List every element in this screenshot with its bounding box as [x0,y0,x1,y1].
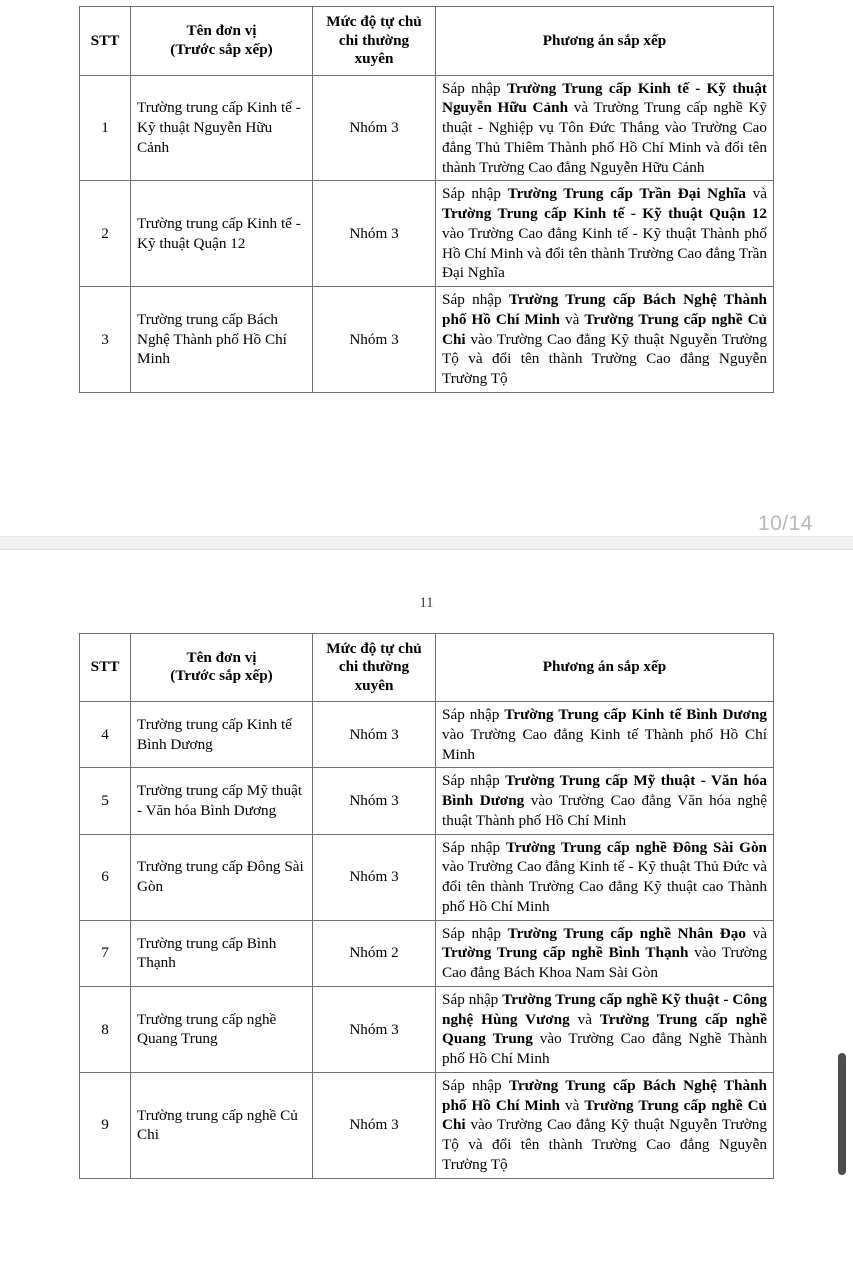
plan-emphasis-text: Trường Trung cấp Kinh tế - Kỹ thuật Quận 12 [442,205,767,223]
column-header-autonomy-line3: xuyên [354,676,394,694]
plan-plain-text: Sáp nhập [442,838,506,856]
plan-plain-text: và [559,1096,585,1114]
table-header-row [80,633,774,702]
plan-plain-text: và [569,1010,600,1028]
plan-plain-text: Sáp nhập [442,291,509,309]
column-header-arrangement-plan: Phương án sắp xếp [436,633,774,702]
plan-plain-text: vào Trường Cao đẳng Văn hóa nghệ thuật Thành phố Hồ Chí Minh [442,792,767,829]
page-separator [0,536,853,550]
arrangement-table-page-11 [79,633,774,1179]
plan-plain-text: vào Trường Cao đẳng Kinh tế - Kỹ thuật Thành phố Hồ Chí Minh và đổi tên thành Trường Cao đẳng Trần Đại Nghĩa [442,224,767,282]
document-page-11 [0,550,853,1179]
column-header-autonomy-line2: chi thường [338,31,410,49]
column-header-unit-name [131,7,313,76]
cell-stt: 9 [80,1072,131,1178]
column-header-autonomy-line2: chi thường [338,658,410,676]
printed-page-number: 11 [419,595,434,611]
table-body-page-10 [80,75,774,392]
cell-arrangement-plan [436,920,774,986]
table-row [80,75,774,181]
plan-plain-text: Sáp nhập [442,706,505,724]
plan-emphasis-text: Trường Trung cấp Bách Nghệ Thành phố Hồ Chí Minh [442,291,767,328]
table-header-row [80,7,774,76]
page-counter-badge: 10/14 [757,512,813,535]
plan-plain-text: vào Trường Cao đẳng Nghề Thành phố Hồ Chí Minh [442,1030,767,1068]
plan-emphasis-text: Trường Trung cấp nghề Đông Sài Gòn [505,838,767,856]
cell-arrangement-plan [436,768,774,834]
plan-emphasis-text: Trường Trung cấp Bách Nghệ Thành phố Hồ Chí Minh [442,1076,767,1114]
cell-stt: 4 [80,702,131,768]
plan-emphasis-text: Trường Trung cấp Mỹ thuật - Văn hóa Bình Dương [442,772,767,810]
column-header-autonomy-line1: Mức độ tự chủ [326,13,422,30]
column-header-autonomy-line3: xuyên [354,50,394,68]
column-header-unit-name-line1: Tên đơn vị [186,648,257,666]
cell-unit-name: Trường trung cấp Bình Thạnh [131,920,313,986]
cell-autonomy-level: Nhóm 3 [313,702,436,768]
plan-emphasis-text: Trường Trung cấp nghề Củ Chi [442,310,768,348]
cell-arrangement-plan [436,1072,774,1178]
cell-arrangement-plan [436,181,774,287]
column-header-unit-name-line2: (Trước sắp xếp) [170,40,273,58]
cell-stt: 1 [80,75,131,181]
vertical-scrollbar-track[interactable] [833,0,853,1280]
plan-emphasis-text: Trường Trung cấp nghề Nhân Đạo [507,924,746,942]
column-header-unit-name [131,633,313,702]
cell-unit-name: Trường trung cấp nghề Quang Trung [131,986,313,1072]
column-header-unit-name-line2: (Trước sắp xếp) [170,667,273,685]
cell-unit-name: Trường trung cấp Mỹ thuật - Văn hóa Bình Dương [131,768,313,834]
cell-autonomy-level: Nhóm 3 [313,181,436,287]
table-row [80,920,774,986]
table-row [80,181,774,287]
column-header-autonomy-line1: Mức độ tự chủ [326,639,422,657]
plan-plain-text: Sáp nhập [442,185,508,203]
cell-arrangement-plan [436,986,774,1072]
table-row [80,1072,774,1178]
cell-stt: 7 [80,920,131,986]
cell-arrangement-plan [436,702,774,768]
plan-plain-text: Sáp nhập [442,924,508,942]
cell-unit-name: Trường trung cấp Kinh tế - Kỹ thuật Nguyễn Hữu Cảnh [131,75,313,181]
cell-arrangement-plan [436,287,774,393]
table-row [80,287,774,393]
plan-emphasis-text: Trường Trung cấp nghề Kỹ thuật - Công nghệ Hùng Vương [442,990,767,1028]
cell-autonomy-level: Nhóm 3 [313,1072,436,1178]
table-body-page-11 [80,702,774,1179]
plan-plain-text: vào Trường Cao đẳng Kỹ thuật Nguyễn Trường Tộ và đổi tên thành Trường Cao đẳng Nguyễn Trường Tộ [442,330,767,388]
column-header-stt: STT [80,633,131,702]
arrangement-table-page-10 [79,6,774,393]
document-page-10 [0,0,853,536]
column-header-unit-name-line1: Tên đơn vị [186,22,257,40]
vertical-scrollbar-thumb[interactable] [838,1053,846,1175]
cell-autonomy-level: Nhóm 3 [313,768,436,834]
column-header-arrangement-plan: Phương án sắp xếp [436,7,774,76]
cell-unit-name: Trường trung cấp Kinh tế Bình Dương [131,702,313,768]
cell-unit-name: Trường trung cấp nghề Củ Chi [131,1072,313,1178]
cell-arrangement-plan [436,834,774,920]
table-row [80,768,774,834]
plan-plain-text: và [559,310,585,328]
column-header-autonomy-level [313,7,436,76]
cell-stt: 2 [80,181,131,287]
cell-autonomy-level: Nhóm 3 [313,287,436,393]
plan-plain-text: Sáp nhập [442,772,506,790]
plan-emphasis-text: Trường Trung cấp Kinh tế Bình Dương [504,706,767,724]
table-row [80,986,774,1072]
plan-plain-text: Sáp nhập [442,1076,509,1094]
cell-autonomy-level: Nhóm 2 [313,920,436,986]
cell-unit-name: Trường trung cấp Kinh tế - Kỹ thuật Quận 12 [131,181,313,287]
cell-stt: 8 [80,986,131,1072]
plan-emphasis-text: Trường Trung cấp nghề Bình Thạnh [442,944,689,962]
plan-plain-text: và Trường Trung cấp nghề Kỹ thuật - Nghiệp vụ Tôn Đức Thắng vào Trường Cao đẳng Thủ Thiêm Thành phố Hồ Chí Minh và đổi tên thành Trường Cao đẳng Nguyễn Hữu Cảnh [442,99,768,176]
cell-autonomy-level: Nhóm 3 [313,75,436,181]
cell-stt: 3 [80,287,131,393]
plan-emphasis-text: Trường Trung cấp Trần Đại Nghĩa [507,185,747,203]
plan-emphasis-text: Trường Trung cấp nghề Củ Chi [442,1096,768,1134]
plan-plain-text: Sáp nhập [442,79,507,97]
cell-stt: 5 [80,768,131,834]
cell-unit-name: Trường trung cấp Bách Nghệ Thành phố Hồ Chí Minh [131,287,313,393]
plan-plain-text: vào Trường Cao đẳng Kinh tế Thành phố Hồ Chí Minh [442,725,767,763]
cell-stt: 6 [80,834,131,920]
plan-plain-text: vào Trường Cao đẳng Kinh tế - Kỹ thuật Thủ Đức và đổi tên thành Trường Cao đẳng Kỹ thuật cao Thành phố Hồ Chí Minh [442,858,767,915]
plan-plain-text: vào Trường Cao đẳng Bách Khoa Nam Sài Gòn [442,944,767,982]
table-row [80,834,774,920]
plan-plain-text: Sáp nhập [442,990,503,1008]
column-header-autonomy-level [313,633,436,702]
column-header-stt: STT [80,7,131,76]
cell-autonomy-level: Nhóm 3 [313,986,436,1072]
plan-plain-text: và [745,924,767,942]
plan-plain-text: vào Trường Cao đẳng Kỹ thuật Nguyễn Trường Tộ và đổi tên thành Trường Cao đẳng Nguyễn Trường Tộ [442,1116,767,1173]
table-row [80,702,774,768]
cell-unit-name: Trường trung cấp Đông Sài Gòn [131,834,313,920]
plan-emphasis-text: Trường Trung cấp nghề Quang Trung [442,1010,767,1048]
plan-emphasis-text: Trường Trung cấp Kinh tế - Kỹ thuật Nguyễn Hữu Cảnh [442,79,767,117]
cell-autonomy-level: Nhóm 3 [313,834,436,920]
cell-arrangement-plan [436,75,774,181]
plan-plain-text: và [746,185,767,203]
